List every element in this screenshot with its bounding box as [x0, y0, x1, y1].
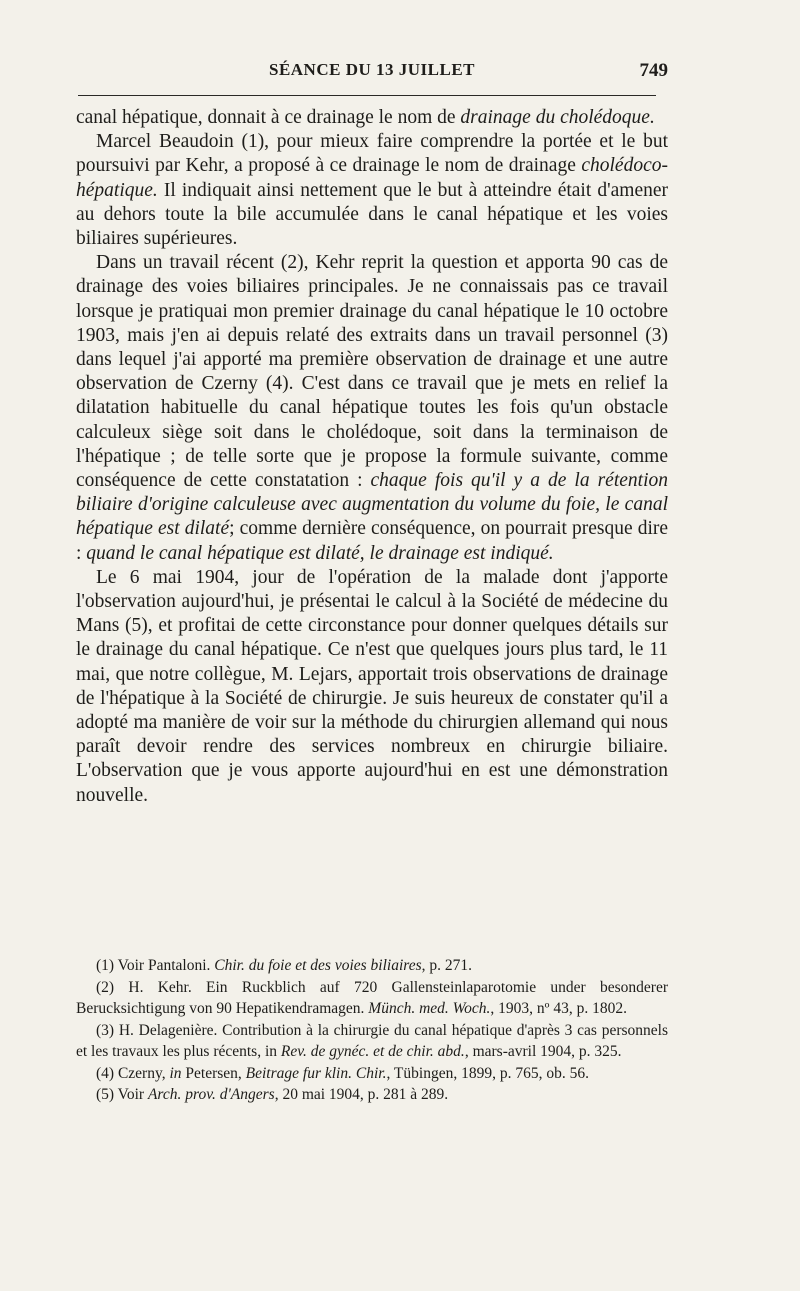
body-text [76, 106, 668, 808]
footnote-4 [76, 1063, 668, 1085]
footnote-3 [76, 1020, 668, 1063]
fn4-italic-1: in [169, 1064, 182, 1082]
fn2-italic: Münch. med. Woch. [368, 1000, 491, 1017]
p3-italic-2: quand le canal hépatique est dilaté, le drainage est indiqué. [86, 542, 554, 564]
paragraph-4: Le 6 mai 1904, jour de l'opération de la malade dont j'apporte l'observation aujourd'hui, je présentai le calcul à la Société de médecine du Mans (5), et profitai de cette circonstance pour donner quelques détails sur le drainage du canal hépatique. Ce n'est que quelques jours plus tard, le 11 mai, que notre collègue, M. Lejars, apportait trois observations de drainage de l'hépatique à la Société de chirurgie. Je suis heureux de constater qu'il a adopté ma manière de voir sur la méthode du chirurgien allemand qui nous paraît devoir rendre des services nombreux en chirurgie biliaire. L'observation que je vous apporte aujourd'hui en est une démonstration nouvelle. [76, 566, 668, 806]
p2-text-a: Marcel Beaudoin (1), pour mieux faire comprendre la portée et le but poursuivi par Kehr, a proposé à ce drainage le nom de drainage [76, 131, 668, 177]
fn5-italic: Arch. prov. d'Angers [147, 1086, 275, 1103]
fn2-text-a: (2) H. Kehr. Ein Ruckblich auf 720 Gallensteinlaparotomie under besonderer Berucksichtigung von 90 Hepatikendramagen. [76, 978, 668, 1017]
footnotes [76, 955, 668, 1106]
footnote-2 [76, 977, 668, 1020]
fn4-text-b: Petersen, [181, 1064, 246, 1082]
p2-text-b: Il indiquait ainsi nettement que le but à atteindre était d'amener au dehors toute la bile accumulée dans le canal hépatique et les voies biliaires supérieures. [76, 179, 668, 250]
p1-text: canal hépatique, donnait à ce drainage le nom de [76, 107, 461, 128]
paragraph-3 [76, 251, 668, 566]
fn1-text-a: (1) Voir Pantaloni. [96, 957, 215, 974]
p3-text-a: Dans un travail récent (2), Kehr reprit la question et apporta 90 cas de drainage des voies biliaires principales. Je ne connaissais pas ce travail lorsque je pratiquai mon premier drainage du canal hépatique le 10 octobre 1903, mais j'en ai depuis relaté des extraits dans un travail personnel (3) dans lequel j'ai apporté ma première observation de drainage et une autre observation de Czerny (4). C'est dans ce travail que je mets en relief la dilatation habituelle du canal hépatique toutes les fois qu'un obstacle calculeux siège soit dans le cholédoque, soit dans la terminaison de l'hépatique ; de telle sorte que je propose la formule suivante, comme conséquence de cette constatation : [76, 252, 668, 492]
footnote-1 [76, 955, 668, 977]
fn1-italic: Chir. du foie et des voies biliaires [214, 957, 422, 974]
fn3-text-a: (3) H. Delagenière. Contribution à la chirurgie du canal hépatique d'après 3 cas personnels et les travaux les plus récents, in [76, 1021, 668, 1060]
fn3-italic: Rev. de gynéc. et de chir. abd. [280, 1043, 465, 1060]
p2-italic: cholédoco-hépatique. [76, 155, 668, 201]
header-rule [78, 95, 656, 96]
running-head [76, 60, 668, 88]
fn5-text-b: , 20 mai 1904, p. 281 à 289. [274, 1086, 449, 1103]
fn2-text-b: , 1903, nº 43, p. 1802. [490, 1000, 627, 1017]
p1-italic: drainage du cholédoque. [460, 107, 655, 128]
fn4-text-a: (4) Czerny, [96, 1064, 170, 1082]
running-title: SÉANCE DU 13 JUILLET [268, 60, 475, 79]
p3-italic-1: chaque fois qu'il y a de la rétention biliaire d'origine calculeuse avec augmentation du volume du foie, le canal hépatique est dilaté [76, 470, 668, 540]
footnote-5 [76, 1084, 668, 1106]
fn4-italic-2: Beitrage fur klin. Chir. [245, 1064, 387, 1082]
p3-text-b: ; comme dernière conséquence, on pourrait presque dire : [76, 518, 669, 564]
fn1-text-b: , p. 271. [421, 957, 473, 974]
fn5-text-a: (5) Voir [96, 1086, 148, 1103]
paragraph-2 [76, 130, 668, 251]
fn3-text-b: , mars-avril 1904, p. 325. [464, 1043, 622, 1060]
page-number: 749 [639, 60, 668, 81]
fn4-text-c: , Tübingen, 1899, p. 765, ob. 56. [386, 1064, 589, 1082]
paragraph-1 [76, 106, 668, 130]
